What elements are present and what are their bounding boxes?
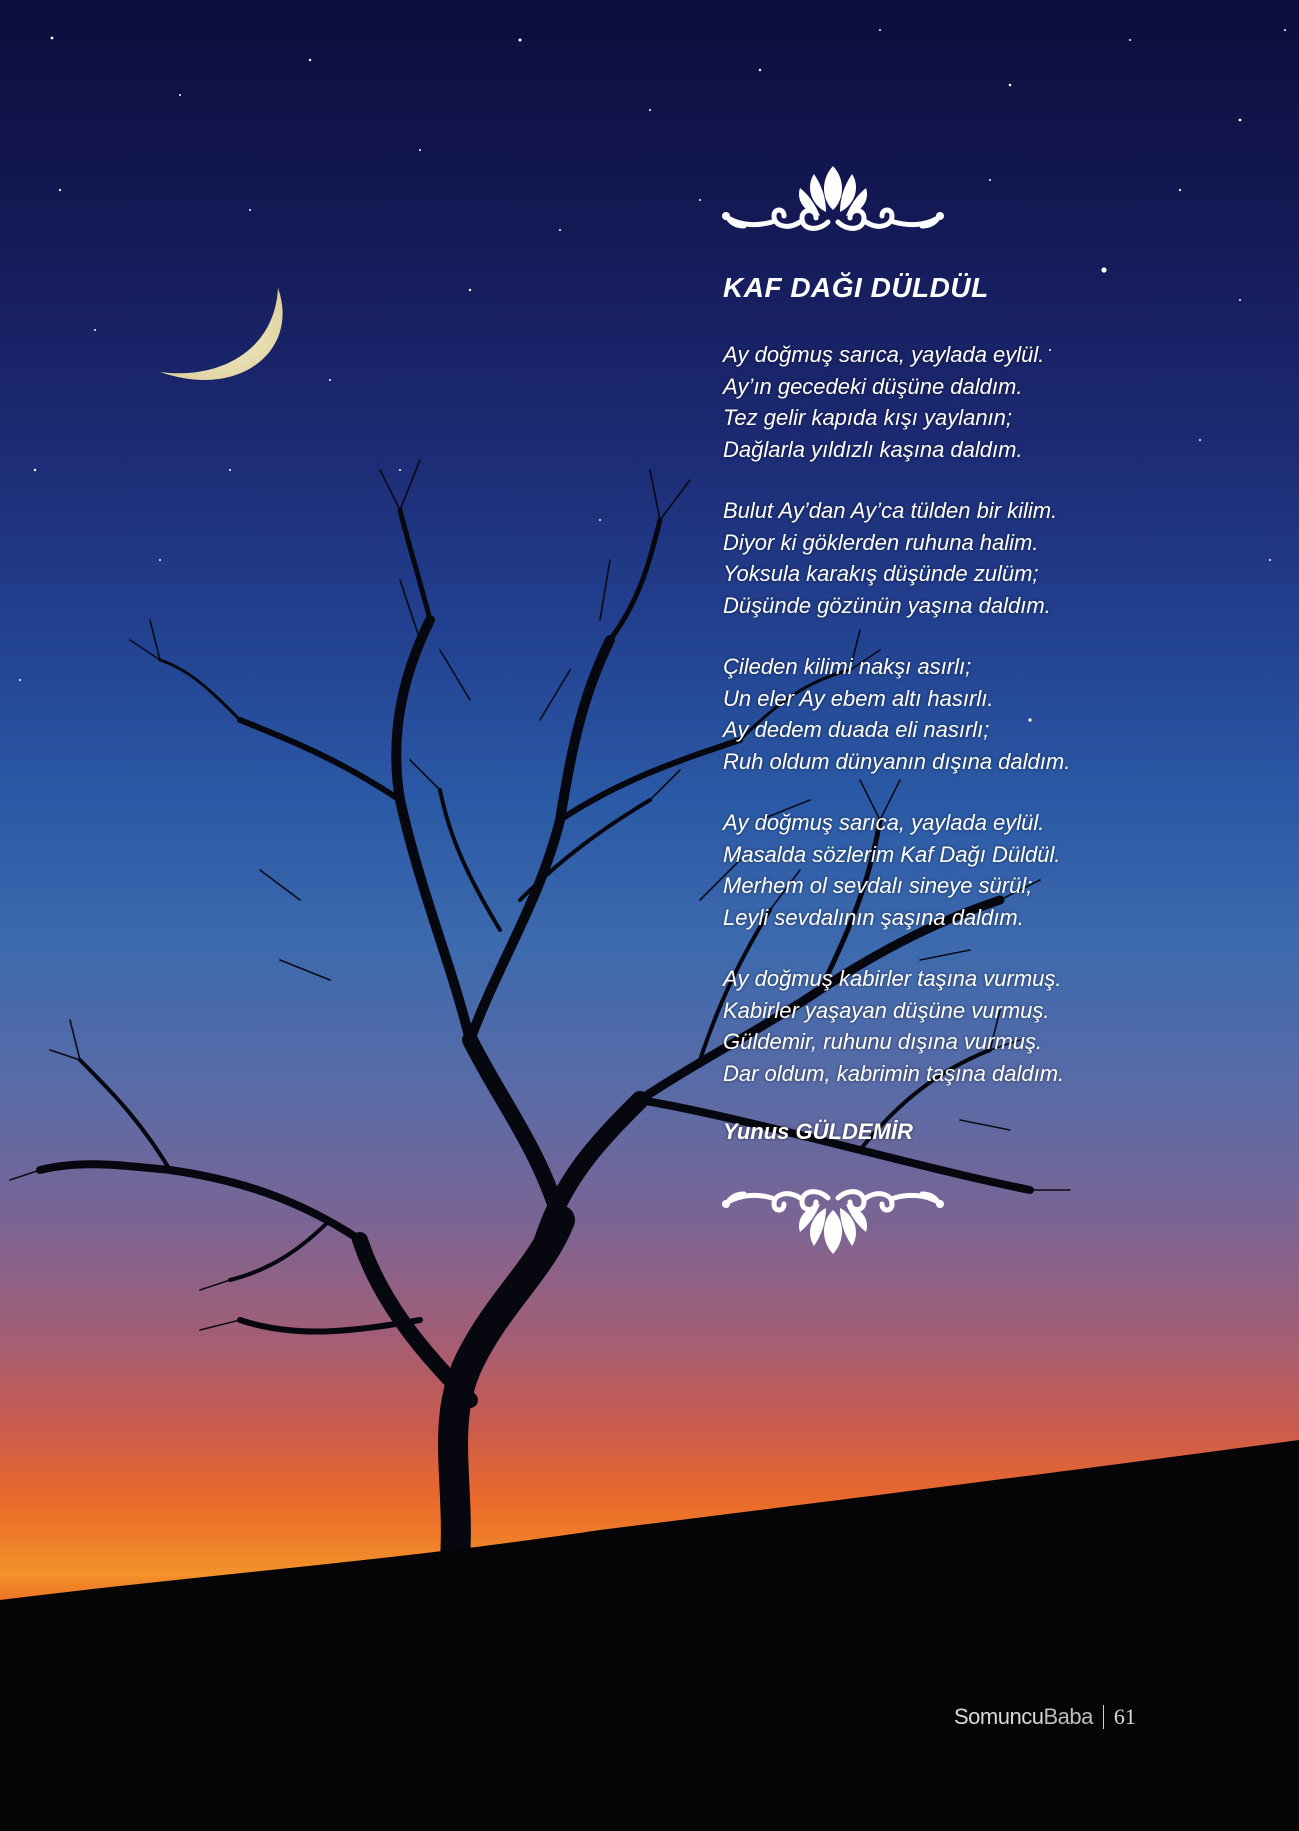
- poem-stanza: [723, 339, 1183, 465]
- poem-line: Ay’ın gecedeki düşüne daldım.: [723, 373, 1023, 399]
- poem-line: Ay doğmuş kabirler taşına vurmuş.: [723, 966, 1062, 991]
- page-number: 61: [1113, 1704, 1136, 1729]
- poem-line: Yoksula karakış düşünde zulüm;: [723, 561, 1039, 586]
- poem-stanza: [723, 807, 1183, 933]
- poem-line: Dağlarla yıldızlı kaşına daldım.: [723, 436, 1023, 462]
- floral-ornament-icon: [722, 160, 944, 240]
- poem-line: Diyor ki göklerden ruhuna halim.: [723, 529, 1039, 555]
- poem-line: Ruh oldum dünyanın dışına daldım.: [723, 748, 1071, 774]
- poem-stanza: [723, 651, 1183, 777]
- poem-line: Çileden kilimi nakşı asırlı;: [723, 654, 972, 679]
- page-footer: [954, 1704, 1136, 1730]
- poem-line: Bulut Ay’dan Ay’ca tülden bir kilim.: [723, 498, 1058, 523]
- poem-line: Leyli sevdalının şaşına daldım.: [723, 904, 1024, 930]
- brand-name-secondary: Baba: [1043, 1704, 1093, 1729]
- poem-title: KAF DAĞI DÜLDÜL: [723, 272, 989, 303]
- poem-author: Yunus GÜLDEMİR: [723, 1119, 913, 1144]
- poem-line: Kabirler yaşayan düşüne vurmuş.: [723, 997, 1050, 1023]
- poem-stanza: [723, 963, 1183, 1089]
- poem-line: Dar oldum, kabrimin taşına daldım.: [723, 1060, 1065, 1086]
- poem-line: Düşünde gözünün yaşına daldım.: [723, 592, 1051, 618]
- brand-name-primary: Somuncu: [954, 1704, 1044, 1729]
- floral-ornament-icon: [722, 1180, 944, 1260]
- poem-line: Masalda sözlerim Kaf Dağı Düldül.: [723, 841, 1061, 867]
- poem-stanza: [723, 495, 1183, 621]
- poem-line: Un eler Ay ebem altı hasırlı.: [723, 685, 994, 711]
- footer-divider: [1103, 1705, 1104, 1729]
- poem-line: Ay dedem duada eli nasırlı;: [723, 717, 990, 742]
- poem-line: Merhem ol sevdalı sineye sürül;: [723, 873, 1033, 898]
- poem-line: Güldemir, ruhunu dışına vurmuş.: [723, 1029, 1043, 1054]
- poem-line: Ay doğmuş sarıca, yaylada eylül.: [723, 342, 1045, 367]
- poem-line: Tez gelir kapıda kışı yaylanın;: [723, 405, 1013, 430]
- poem-line: Ay doğmuş sarıca, yaylada eylül.: [723, 810, 1045, 835]
